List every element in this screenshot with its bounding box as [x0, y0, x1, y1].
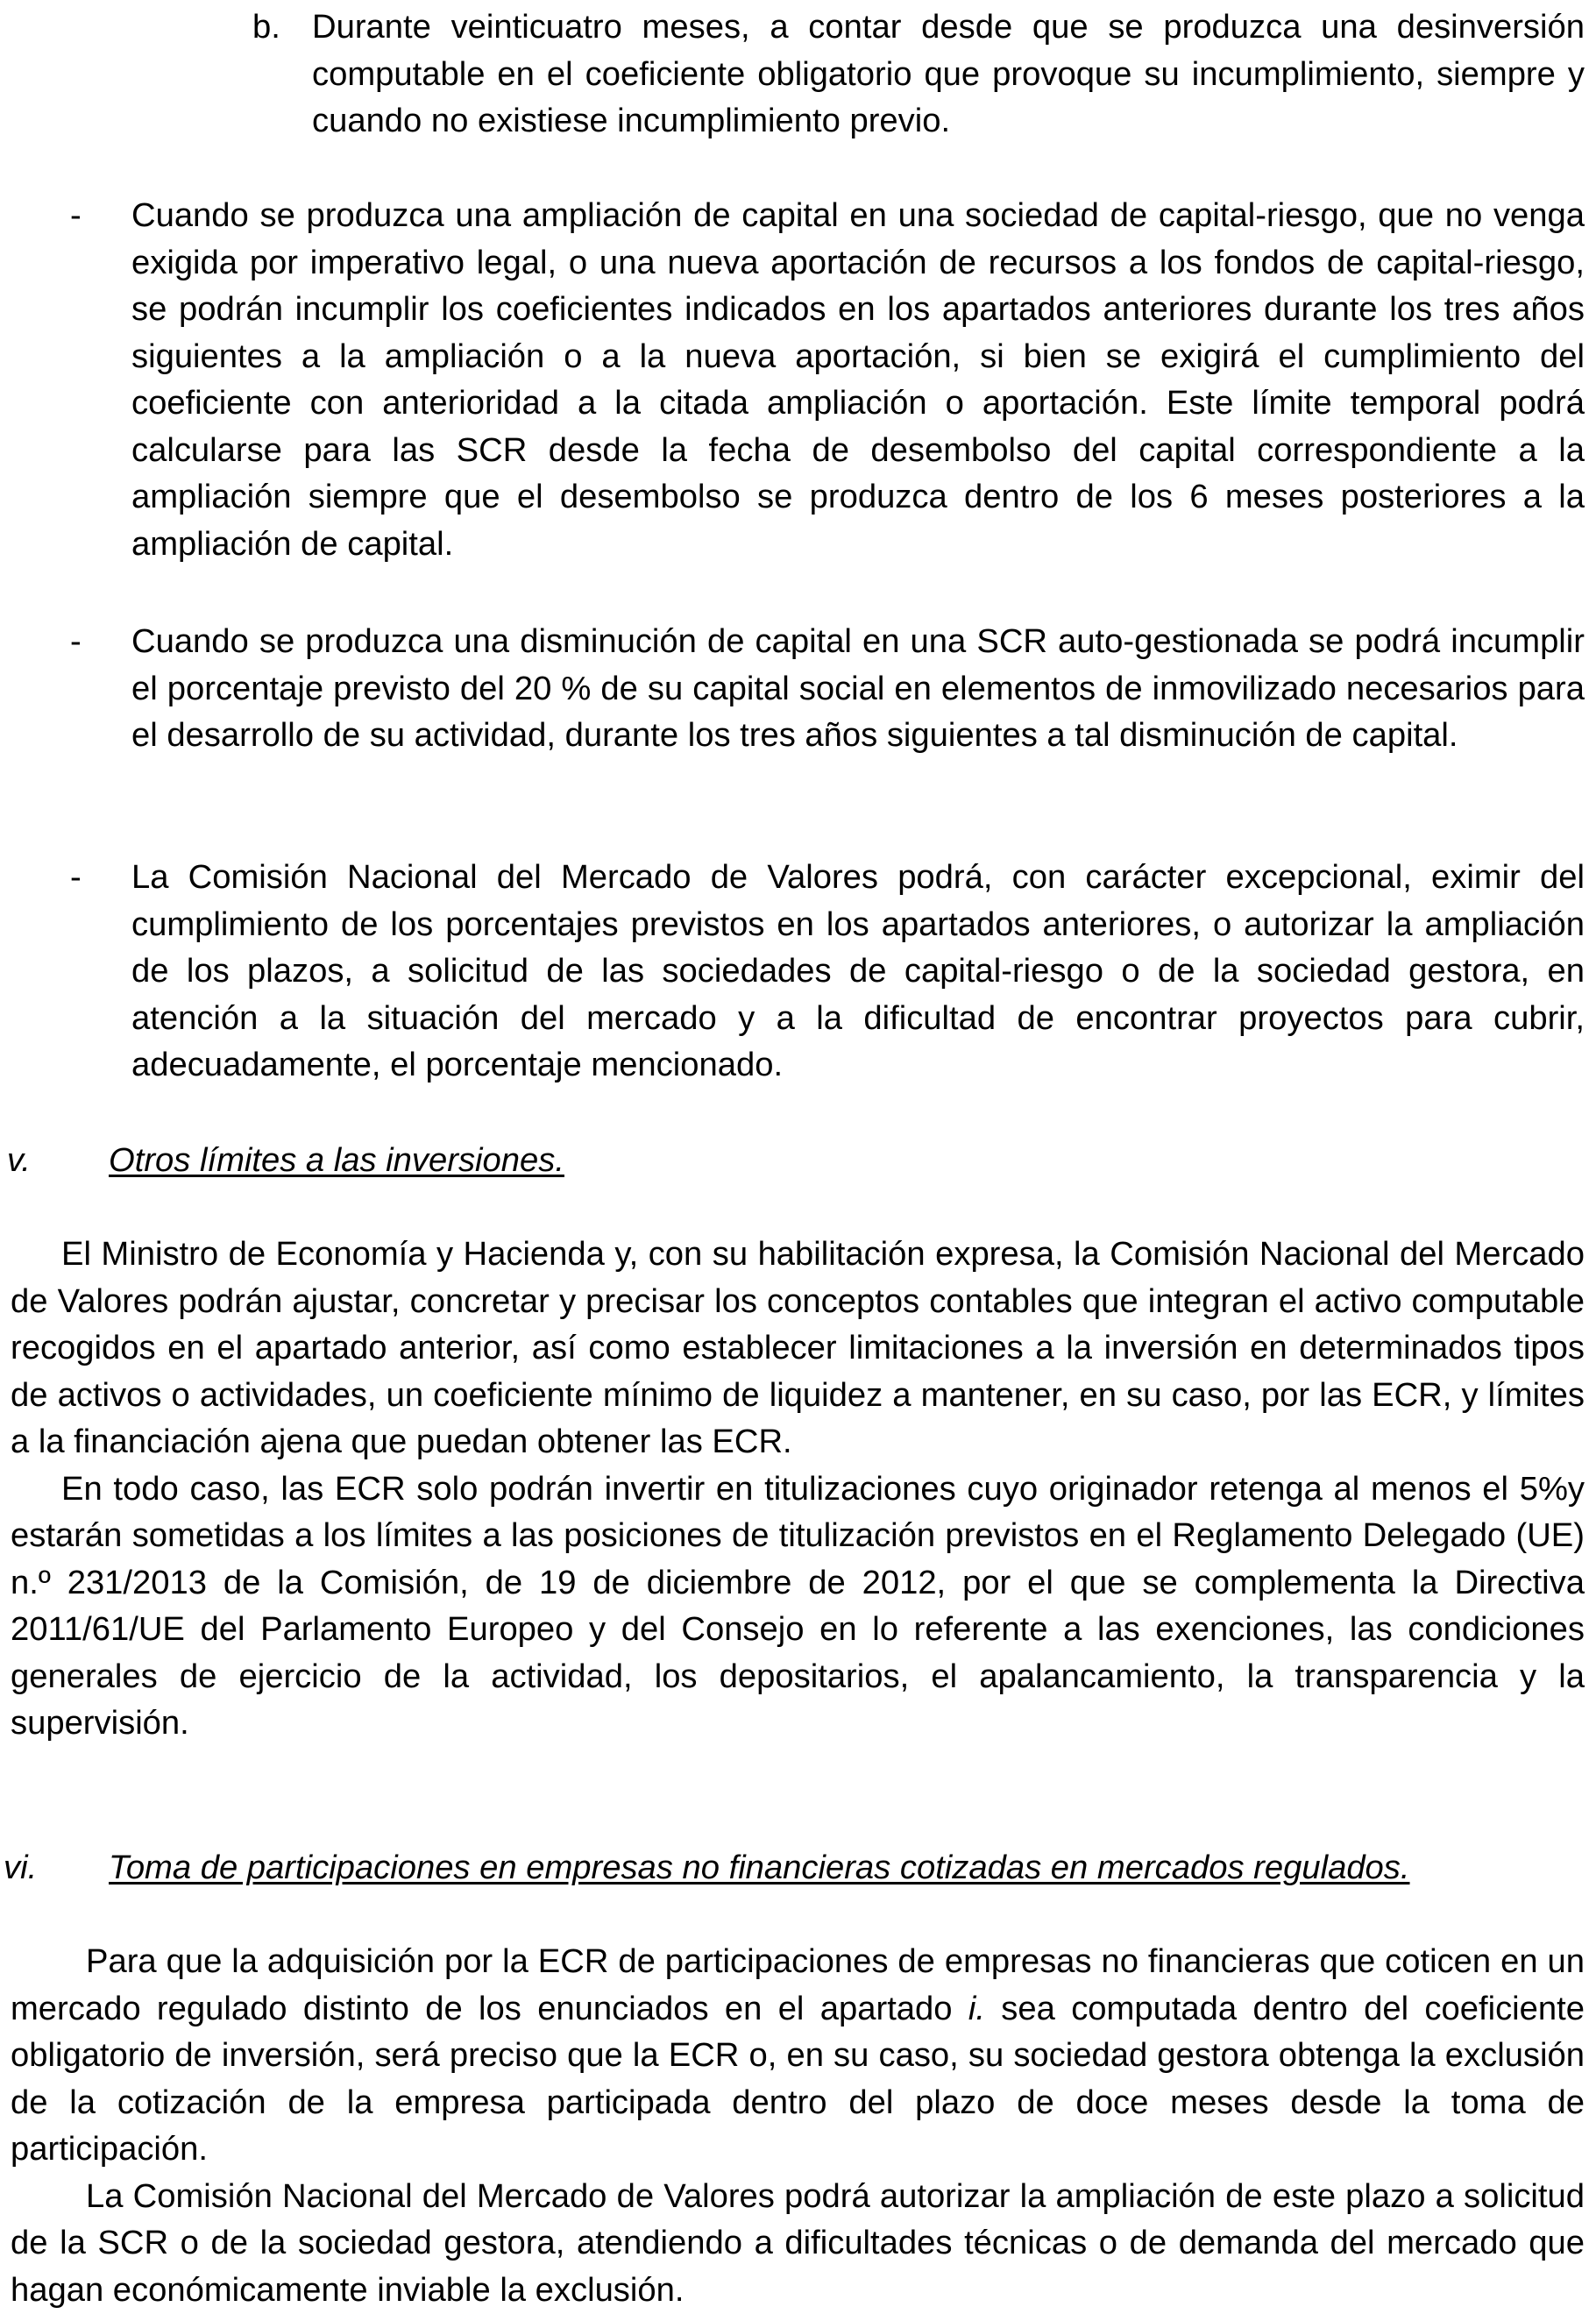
section-vi-paragraph-2: La Comisión Nacional del Mercado de Valores podrá autorizar la ampliación de este plazo a solicitud de la SCR o de la sociedad gestora, atendiendo a dificultades técnicas o de demanda del mercado que hagan económicamente inviable la exclusión. [11, 2176, 1585, 2309]
list-marker-b: b. [252, 8, 280, 46]
bullet-marker-2: - [70, 622, 82, 660]
section-vi-body [11, 1938, 1585, 2313]
section-v-paragraph-2: En todo caso, las ECR solo podrán invertir en titulizaciones cuyo originador retenga al menos el 5%y estarán sometidas a los límites a las posiciones de titulización previstos en el Reglamento Delegado (UE) n.º 231/2013 de la Comisión, de 19 de diciembre de 2012, por el que se complementa la Directiva 2011/61/UE del Parlamento Europeo y del Consejo en lo referente a las exenciones, las condiciones generales de ejercicio de la actividad, los depositarios, el apalancamiento, la transparencia y la supervisión. [11, 1469, 1585, 1742]
bullet-marker-3: - [70, 858, 82, 896]
section-i-reference: i. [968, 1989, 985, 2027]
bullet-item-2-text: Cuando se produzca una disminución de capital en una SCR auto-gestionada se podrá incumplir el porcentaje previsto del 20 % de su capital social en elementos de inmovilizado necesarios para el desarrollo de su actividad, durante los tres años siguientes a tal disminución de capital. [131, 622, 1585, 754]
bullet-item-1-text: Cuando se produzca una ampliación de capital en una sociedad de capital-riesgo, que no venga exigida por imperativo legal, o una nueva aportación de recursos a los fondos de capital-riesgo, se podrán incumplir los coeficientes indicados en los apartados anteriores durante los tres años siguientes a la ampliación o a la nueva aportación, si bien se exigirá el cumplimiento del coeficiente con anterioridad a la citada ampliación o aportación. Este límite temporal podrá calcularse para las SCR desde la fecha de desembolso del capital correspondiente a la ampliación siempre que el desembolso se produzca dentro de los 6 meses posteriores a la ampliación de capital. [131, 196, 1585, 563]
section-v-body [11, 1231, 1585, 1747]
section-vi-number: vi. [4, 1849, 38, 1886]
bullet-item-3-text: La Comisión Nacional del Mercado de Valores podrá, con carácter excepcional, eximir del cumplimiento de los porcentajes previstos en los apartados anteriores, o autorizar la ampliación de los plazos, a solicitud de las sociedades de capital-riesgo o de la sociedad gestora, en atención a la situación del mercado y a la dificultad de encontrar proyectos para cubrir, adecuadamente, el porcentaje mencionado. [131, 858, 1585, 1083]
section-vi-title: Toma de participaciones en empresas no financieras cotizadas en mercados regulados. [109, 1849, 1410, 1886]
section-v-paragraph-1: El Ministro de Economía y Hacienda y, con su habilitación expresa, la Comisión Nacional del Mercado de Valores podrán ajustar, concretar y precisar los conceptos contables que integran el activo computable recogidos en el apartado anterior, así como establecer limitaciones a la inversión en determinados tipos de activos o actividades, un coeficiente mínimo de liquidez a mantener, en su caso, por las ECR, y límites a la financiación ajena que puedan obtener las ECR. [11, 1235, 1585, 1460]
section-vi-paragraph-1 [11, 1938, 1585, 2173]
section-v-number: v. [7, 1141, 31, 1179]
section-v-title: Otros límites a las inversiones. [109, 1141, 564, 1179]
section-vi-paragraph-1-start: Para que la adquisición por la ECR de participaciones de empresas no financieras que coticen en un mercado regulado distinto de los enunciados en el apartado [11, 1942, 1585, 2027]
list-item-b-text: Durante veinticuatro meses, a contar desde que se produzca una desinversión computable en el coeficiente obligatorio que provoque su incumplimiento, siempre y cuando no existiese incumplimiento previo. [312, 8, 1585, 139]
section-vi-paragraph-1-end: sea computada dentro del coeficiente obligatorio de inversión, será preciso que la ECR o, en su caso, su sociedad gestora obtenga la exclusión de la cotización de la empresa participada dentro del plazo de doce meses desde la toma de participación. [11, 1989, 1585, 2168]
bullet-marker-1: - [70, 196, 82, 234]
